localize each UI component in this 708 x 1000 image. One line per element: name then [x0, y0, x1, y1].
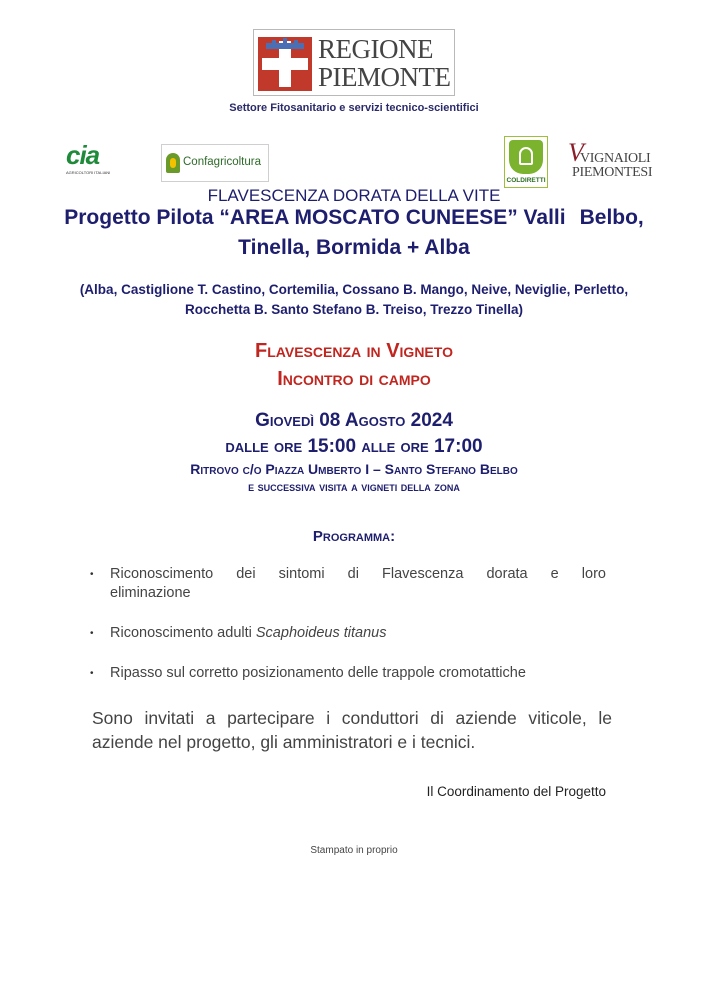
cia-logo-word: cia: [66, 140, 100, 170]
confagricoltura-leaf-icon: [166, 153, 180, 173]
coldiretti-logo-word: COLDIRETTI: [506, 177, 546, 184]
vignaioli-v-mark-icon: V: [568, 138, 584, 167]
program-item: [90, 565, 606, 603]
cia-logo: [64, 140, 124, 180]
bullet-icon: •: [90, 569, 94, 580]
event-visit-note: e successiva visita a vigneti della zona: [248, 479, 460, 494]
event-title: Flavescenza in Vigneto: [255, 340, 453, 362]
confagricoltura-logo-word: Confagricoltura: [183, 156, 261, 168]
logo-text-piemonte: PIEMONTE: [318, 62, 451, 92]
project-title-line1: [0, 206, 708, 230]
sector-subtitle: Settore Fitosanitario e servizi tecnico-scientifici: [229, 102, 479, 114]
event-meeting-point: Ritrovo c/o Piazza Umberto I – Santo Stefano Belbo: [190, 461, 518, 477]
program-item-text: Riconoscimento adulti: [110, 625, 256, 641]
vignaioli-logo-line1: VIGNAIOLI: [580, 151, 651, 166]
document-title: FLAVESCENZA DORATA DELLA VITE: [207, 186, 501, 205]
project-title-line2: Tinella, Bormida + Alba: [238, 236, 470, 259]
logo-text-regione: REGIONE: [318, 34, 433, 64]
coldiretti-logo: [504, 136, 548, 188]
cia-logo-subtitle: AGRICOLTORI ITALIANI: [66, 170, 111, 175]
towns-list-line1: (Alba, Castiglione T. Castino, Cortemilia, Cossano B. Mango, Neive, Neviglie, Perletto,: [79, 282, 629, 297]
regione-piemonte-logo: [253, 29, 455, 96]
confagricoltura-logo: [161, 144, 269, 182]
program-item-text: Riconoscimento dei sintomi di Flavescenza dorata e loro eliminazione: [110, 566, 606, 601]
program-item: [90, 664, 606, 683]
signature: Il Coordinamento del Progetto: [426, 784, 606, 799]
program-item-text: Ripasso sul corretto posizionamento delle trappole cromotattiche: [110, 665, 526, 681]
invitation-text: Sono invitati a partecipare i conduttori di aziende viticole, le aziende nel progetto, gli amministratori e i tecnici.: [92, 708, 612, 752]
coldiretti-shield-icon: [509, 140, 543, 174]
program-item: [90, 624, 606, 643]
program-list: [90, 565, 606, 683]
project-title-part-b: Belbo,: [579, 206, 644, 229]
event-date: Giovedì 08 Agosto 2024: [255, 410, 453, 431]
event-time: dalle ore 15:00 alle ore 17:00: [225, 436, 483, 457]
vignaioli-piemontesi-logo: [568, 138, 653, 182]
event-subtitle: Incontro di campo: [277, 368, 431, 390]
program-label: Programma:: [312, 528, 396, 545]
species-name: Scaphoideus titanus: [255, 625, 387, 641]
bullet-icon: •: [90, 628, 94, 639]
printed-note: Stampato in proprio: [310, 845, 398, 856]
regione-piemonte-emblem-icon: [258, 37, 312, 91]
towns-list-line2: Rocchetta B. Santo Stefano B. Treiso, Trezzo Tinella): [184, 302, 524, 317]
vignaioli-logo-line2: PIEMONTESI: [572, 165, 653, 180]
bullet-icon: •: [90, 668, 94, 679]
project-title-part-a: Progetto Pilota “AREA MOSCATO CUNEESE” Valli: [64, 206, 566, 229]
